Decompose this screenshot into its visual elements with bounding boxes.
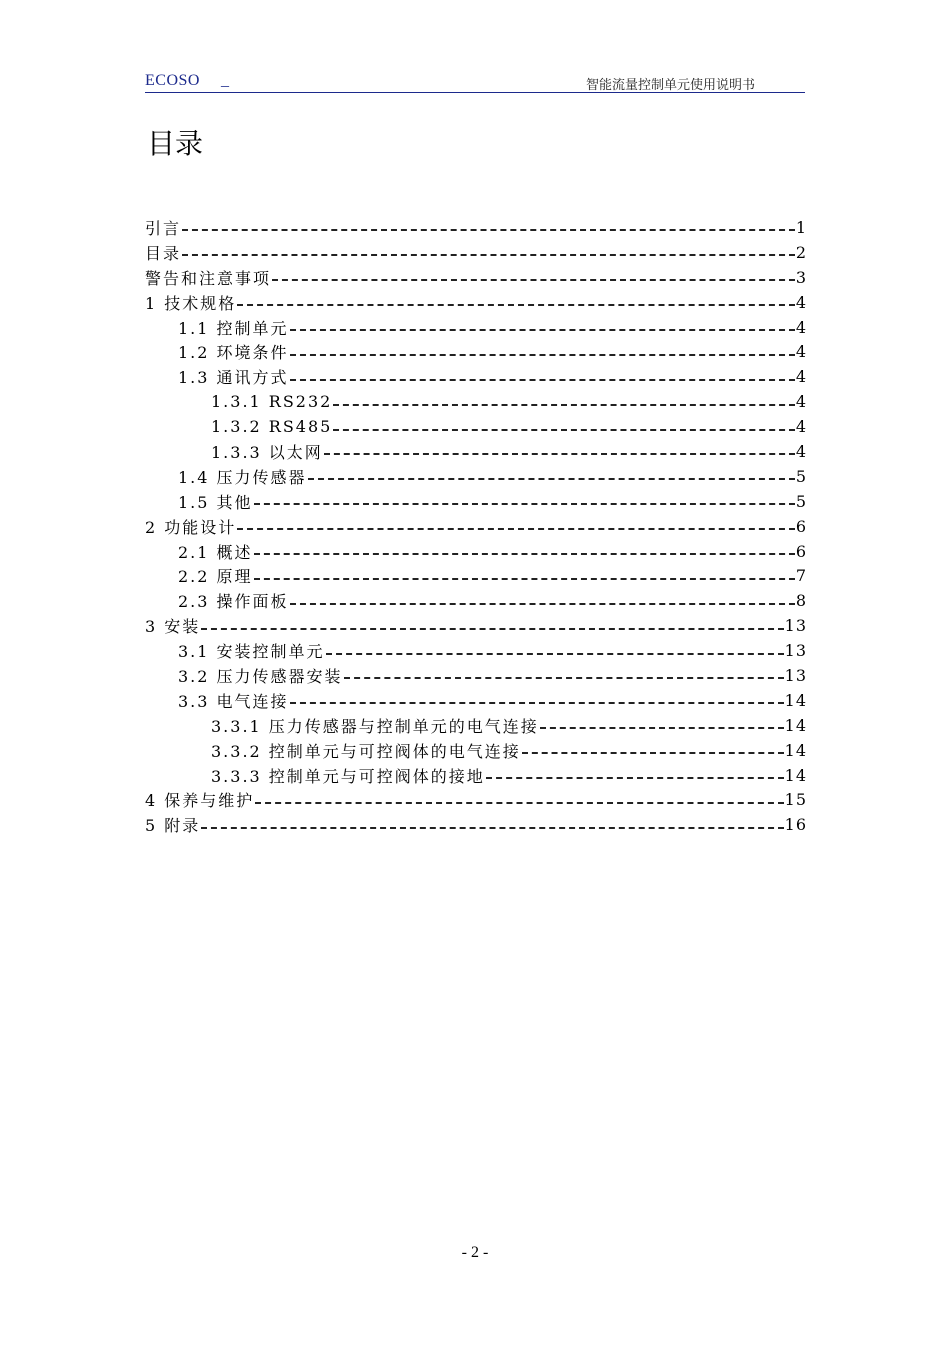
toc-entry[interactable] [145,563,807,588]
page-title: 目录 [147,127,204,160]
toc-entry-label: 1.4 压力传感器 [178,467,307,487]
brand-underscore: _ [221,72,229,89]
toc-dot-leader [290,352,795,356]
toc-dot-leader [540,725,784,729]
toc-dot-leader [201,626,783,630]
toc-entry-page: 13 [784,641,807,661]
toc-dot-leader [254,551,795,555]
toc-entry[interactable] [145,464,807,489]
toc-entry[interactable] [145,439,807,464]
toc-entry-page: 15 [784,790,807,810]
toc-entry[interactable] [145,638,807,663]
toc-entry[interactable] [145,290,807,315]
toc-entry[interactable] [145,588,807,613]
toc-entry-label: 警告和注意事项 [145,268,272,288]
toc-entry-label: 3.3.2 控制单元与可控阀体的电气连接 [211,741,521,761]
toc-entry-page: 5 [795,466,807,486]
toc-entry-label: 目录 [145,243,182,263]
toc-entry-page: 4 [795,292,807,312]
toc-entry-label: 1.2 环境条件 [178,343,289,363]
toc-entry[interactable] [145,663,807,688]
toc-entry-page: 13 [784,665,807,685]
toc-dot-leader [333,402,794,406]
toc-entry-label: 3.3 电气连接 [178,691,289,711]
toc-entry-label: 2.2 原理 [178,567,253,587]
toc-dot-leader [182,252,795,256]
toc-entry[interactable] [145,812,807,837]
toc-entry-page: 14 [784,690,807,710]
toc-entry-page: 4 [795,367,807,387]
toc-entry-label: 1 技术规格 [145,293,237,313]
toc-dot-leader [237,526,795,530]
toc-dot-leader [486,775,784,779]
toc-entry-page: 14 [784,765,807,785]
toc-entry[interactable] [145,414,807,439]
toc-entry-page: 6 [795,516,807,536]
toc-entry[interactable] [145,738,807,763]
toc-entry-label: 5 附录 [145,816,201,836]
toc-dot-leader [290,327,795,331]
toc-dot-leader [201,825,783,829]
toc-dot-leader [255,800,783,804]
toc-entry-page: 4 [795,392,807,412]
toc-entry[interactable] [145,688,807,713]
toc-dot-leader [290,377,795,381]
toc-entry-page: 4 [795,417,807,437]
toc-entry[interactable] [145,389,807,414]
toc-entry-label: 1.3.3 以太网 [211,442,323,462]
toc-entry-label: 2 功能设计 [145,517,237,537]
toc-entry[interactable] [145,339,807,364]
toc-entry[interactable] [145,787,807,812]
toc-entry-page: 7 [795,566,807,586]
document-title: 智能流量控制单元使用说明书 [585,78,755,93]
toc-entry-label: 3 安装 [145,617,201,637]
toc-entry[interactable] [145,265,807,290]
toc-dot-leader [182,227,795,231]
page-header [145,70,805,93]
toc-entry-label: 4 保养与维护 [145,791,255,811]
toc-dot-leader [272,277,795,281]
brand-name: ECOSO [145,72,200,89]
toc-entry[interactable] [145,539,807,564]
toc-entry-label: 2.3 操作面板 [178,592,289,612]
page-number: - 2 - [461,1244,489,1261]
toc-entry-label: 1.3.2 RS485 [211,417,333,437]
toc-entry-page: 16 [784,815,807,835]
toc-dot-leader [290,601,795,605]
toc-entry[interactable] [145,315,807,340]
toc-entry-label: 3.1 安装控制单元 [178,642,325,662]
toc-entry[interactable] [145,613,807,638]
toc-entry[interactable] [145,364,807,389]
toc-entry-page: 4 [795,342,807,362]
toc-dot-leader [237,302,795,306]
toc-entry-label: 3.2 压力传感器安装 [178,666,343,686]
toc-entry-page: 2 [795,242,807,262]
toc-dot-leader [290,700,784,704]
toc-entry-page: 13 [784,616,807,636]
toc-entry[interactable] [145,514,807,539]
toc-entry-page: 5 [795,491,807,511]
toc-entry[interactable] [145,713,807,738]
toc-entry-page: 6 [795,541,807,561]
toc-entry-page: 8 [795,591,807,611]
toc-entry[interactable] [145,489,807,514]
table-of-contents [145,215,807,837]
toc-entry[interactable] [145,215,807,240]
toc-dot-leader [333,427,794,431]
toc-entry-label: 引言 [145,218,182,238]
toc-entry-label: 3.3.1 压力传感器与控制单元的电气连接 [211,716,539,736]
toc-entry-label: 2.1 概述 [178,542,253,562]
toc-dot-leader [324,451,795,455]
toc-entry-page: 14 [784,740,807,760]
toc-entry[interactable] [145,240,807,265]
toc-entry-page: 1 [795,217,807,237]
toc-entry-label: 1.3.1 RS232 [211,392,333,412]
toc-entry-label: 1.1 控制单元 [178,318,289,338]
toc-dot-leader [522,750,784,754]
toc-entry-page: 3 [795,267,807,287]
toc-dot-leader [254,576,795,580]
toc-entry-label: 1.5 其他 [178,492,253,512]
toc-dot-leader [326,651,784,655]
toc-dot-leader [254,501,795,505]
toc-entry-label: 1.3 通讯方式 [178,368,289,388]
toc-dot-leader [308,476,795,480]
toc-entry[interactable] [145,763,807,788]
toc-entry-page: 4 [795,317,807,337]
toc-entry-page: 4 [795,441,807,461]
toc-entry-label: 3.3.3 控制单元与可控阀体的接地 [211,766,485,786]
toc-dot-leader [344,675,784,679]
toc-entry-page: 14 [784,715,807,735]
